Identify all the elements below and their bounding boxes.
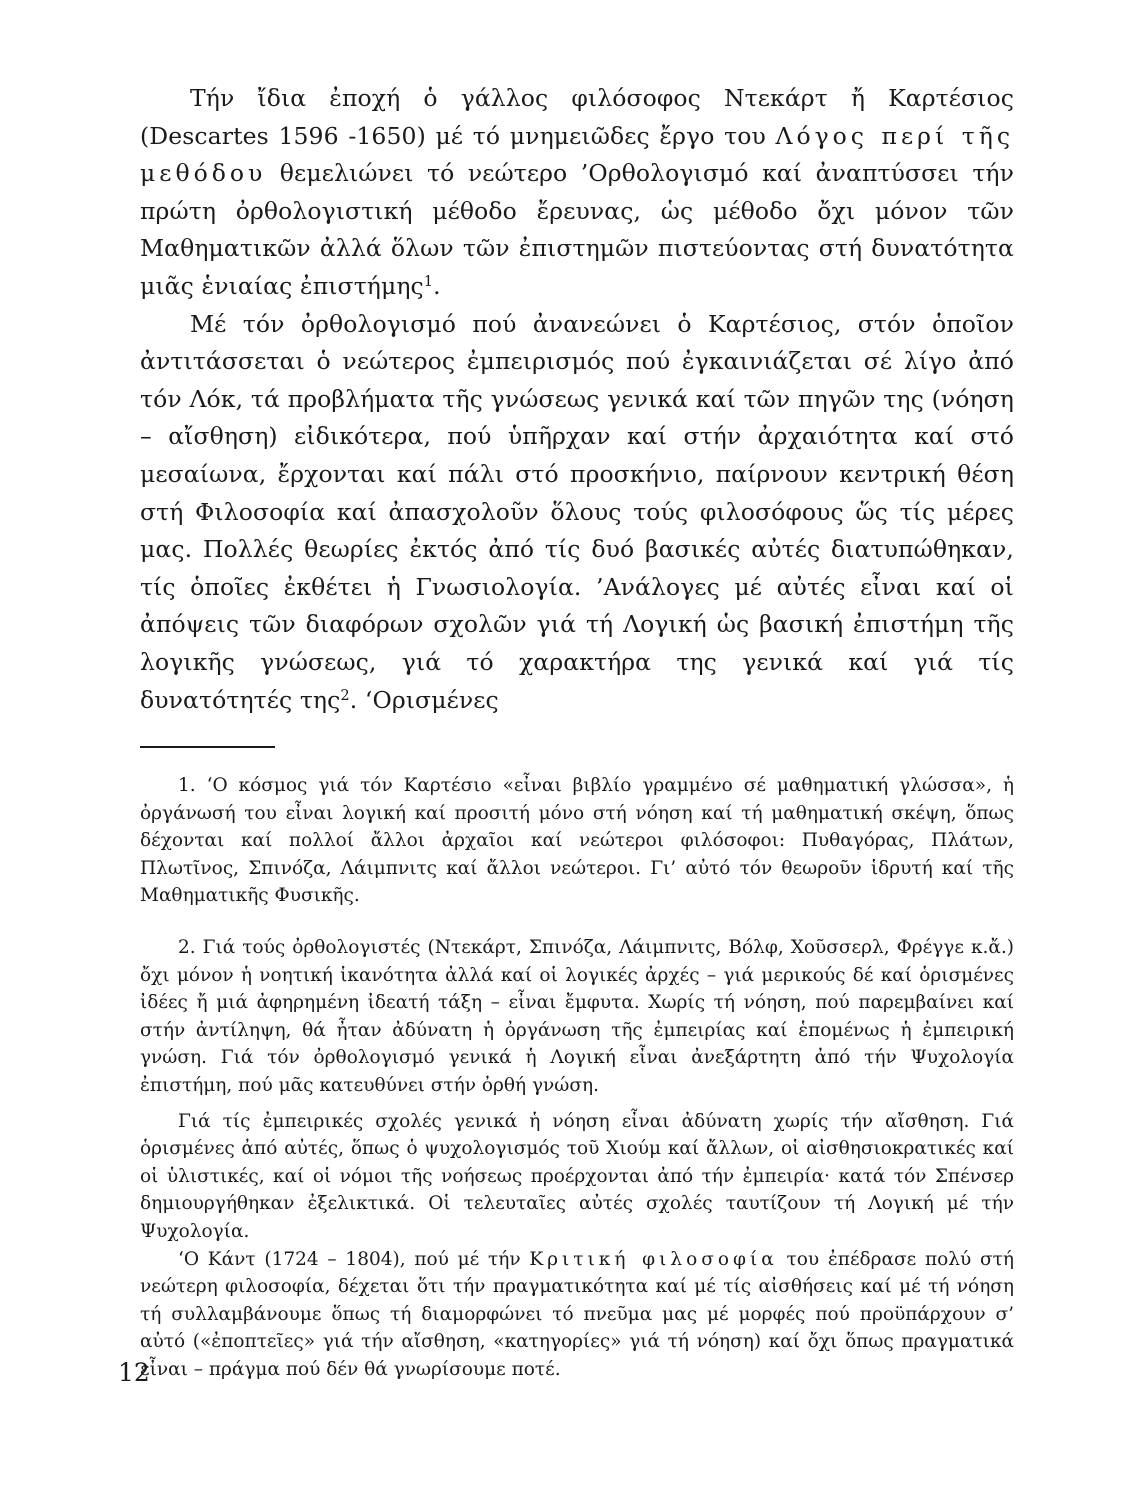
paragraph-1-text-a: Τήν ἴδια ἐποχή ὁ γάλλος φιλόσοφος Ντεκάρτ ἤ Καρτέσιος (Descartes 1596 -1650) μέ τό μνημειῶδες ἔργο του: [140, 84, 1014, 150]
kant-text-a: ‘Ο Κάντ (1724 – 1804), πού μέ τήν: [178, 1248, 530, 1270]
footnote-ref-2: 2: [340, 686, 350, 704]
paragraph-1-text-b: θεμελιώνει τό νεώτερο ’Ορθολογισμό καί ἀναπτύσσει τήν πρώτη ὀρθολογιστική μέθοδο ἔρευνας, ὡς μέθοδο ὄχι μόνον τῶν Μαθηματικῶν ἀλλά ὅλων τῶν ἐπιστημῶν πιστεύοντας στή δυνατότητα μιᾶς ἑνιαίας ἐπιστήμης: [140, 159, 1014, 300]
footnotes: [140, 772, 1014, 1383]
paragraph-1: [140, 80, 1014, 306]
footnote-2: 2. Γιά τούς ὀρθολογιστές (Ντεκάρτ, Σπινόζα, Λάιμπνιτς, Βόλφ, Χοῦσσερλ, Φρέγγε κ.ἄ.) ὄχι μόνον ἡ νοητική ἱκανότητα ἀλλά καί οἱ λογικές ἀρχές – γιά μερικούς δέ καί ὁρισμένες ἰδέες ἤ μιά ἀφηρημένη ἰδεατή τάξη – εἶναι ἔμφυτα. Χωρίς τή νόηση, πού παρεμβαίνει καί στήν ἀντίληψη, θά ἦταν ἀδύνατη ἡ ὀργάνωση τῆς ἐμπειρίας καί ἑπομένως ἡ ἐμπειρική γνώση. Γιά τόν ὀρθολογισμό γενικά ἡ Λογική εἶναι ἀνεξάρτητη ἀπό τήν Ψυχολογία ἐπιστήμη, πού μᾶς κατευθύνει στήν ὀρθή γνώση.: [140, 937, 1014, 1097]
footnote-ref-1: 1: [423, 272, 434, 290]
kant-text-b: του ἐπέδρασε πολύ στή νεώτερη φιλοσοφία, δέχεται ὅτι τήν πραγματικότητα καί μέ τίς αἰσθήσεις καί μέ τή νόηση τή συλλαμβάνουμε ὅπως τή διαμορφώνει τό πνεῦμα μας μέ μορφές πού προϋπάρχουν σ’ αὐτό («ἐποπτεῖες» γιά τήν αἴσθηση, «κατηγορίες» γιά τή νόηση) καί ὄχι ὅπως πραγματικά εἶναι – πράγμα πού δέν θά γνωρίσουμε ποτέ.: [140, 1248, 1014, 1380]
book-title-discourse-on-method: Λόγος περί τῆς μεθόδου: [140, 121, 1014, 188]
main-text: [140, 80, 1014, 719]
paragraph-2: [140, 306, 1014, 720]
page-content: [140, 80, 1014, 1384]
paragraph-2-text-b: . ‘Ορισμένες: [349, 685, 499, 714]
paragraph-2-text-a: Μέ τόν ὀρθολογισμό πού ἀνανεώνει ὁ Καρτέσιος, στόν ὁποῖον ἀντιτάσσεται ὁ νεώτερος ἐμπειρισμός πού ἐγκαινιάζεται σέ λίγο ἀπό τόν Λόκ, τά προβλήματα τῆς γνώσεως γενικά καί τῶν πηγῶν της (νόηση – αἴσθηση) εἰδικότερα, πού ὑπῆρχαν καί στήν ἀρχαιότητα καί στό μεσαίωνα, ἔρχονται καί πάλι στό προσκήνιο, παίρνουν κεντρική θέση στή Φιλοσοφία καί ἀπασχολοῦν ὅλους τούς φιλοσόφους ὥς τίς μέρες μας. Πολλές θεωρίες ἐκτός ἀπό τίς δυό βασικές αὐτές διατυπώθηκαν, τίς ὁποῖες ἐκθέτει ἡ Γνωσιολογία. ’Ανάλογες μέ αὐτές εἶναι καί οἱ ἀπόψεις τῶν διαφόρων σχολῶν γιά τή Λογική ὡς βασική ἐπιστήμη τῆς λογικῆς γνώσεως, γιά τό χαρακτήρα της γενικά καί γιά τίς δυνατότητές της: [140, 309, 1014, 714]
page-number: 12: [118, 1358, 150, 1387]
paragraph-1-text-c: .: [433, 271, 441, 300]
footnote-separator: [140, 746, 275, 748]
footnote-2-continued-empiricism: Γιά τίς ἐμπειρικές σχολές γενικά ἡ νόηση εἶναι ἀδύνατη χωρίς τήν αἴσθηση. Γιά ὁρισμένες ἀπό αὐτές, ὅπως ὁ ψυχολογισμός τοῦ Χιούμ καί ἄλλων, οἱ αἰσθησιοκρατικές καί οἱ ὑλιστικές, καί οἱ νόμοι τῆς νοήσεως προέρχονται ἀπό τήν ἐμπειρία· κατά τόν Σπένσερ δημιουργήθηκαν ἐξελικτικά. Οἱ τελευταῖες αὐτές σχολές ταυτίζουν τή Λογική μέ τήν Ψυχολογία.: [140, 1110, 1014, 1242]
book-title-critical-philosophy: Κριτική φιλοσοφία: [529, 1248, 778, 1270]
footnote-1: 1. ‘Ο κόσμος γιά τόν Καρτέσιο «εἶναι βιβλίο γραμμένο σέ μαθηματική γλώσσα», ἡ ὀργάνωσή του εἶναι λογική καί προσιτή μόνο στή νόηση καί τή μαθηματική σκέψη, ὅπως δέχονται καί πολλοί ἄλλοι ἀρχαῖοι καί νεώτεροι φιλόσοφοι: Πυθαγόρας, Πλάτων, Πλωτῖνος, Σπινόζα, Λάιμπνιτς καί ἄλλοι νεώτεροι. Γι’ αὐτό τόν θεωροῦν ἱδρυτή καί τῆς Μαθηματικῆς Φυσικῆς.: [140, 775, 1014, 907]
footnote-2-continued-kant: [140, 1246, 1014, 1384]
